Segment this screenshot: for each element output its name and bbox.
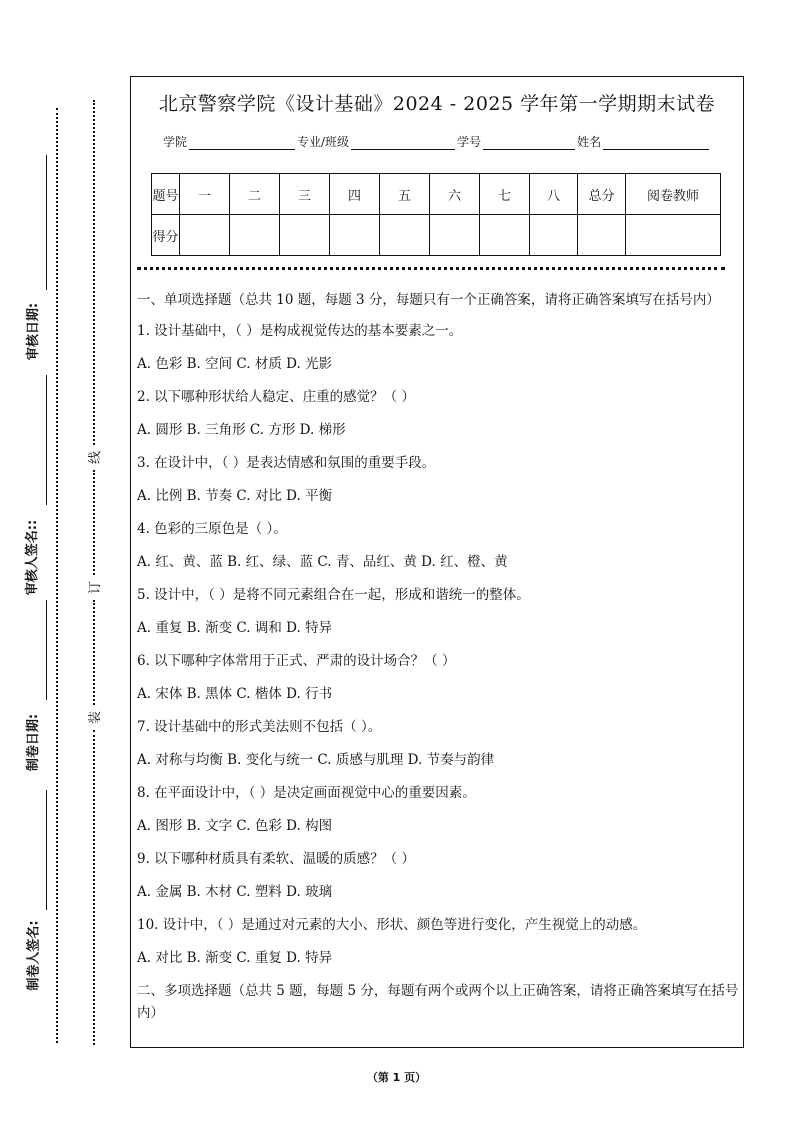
col-4: 四 <box>330 174 380 215</box>
question-4: 4. 色彩的三原色是（ ）。 <box>137 521 287 537</box>
question-9: 9. 以下哪种材质具有柔软、温暖的质感？（ ） <box>137 851 415 867</box>
exam-frame <box>130 76 744 1048</box>
question-5-options: A. 重复 B. 渐变 C. 调和 D. 特异 <box>137 620 333 636</box>
student-id-label: 学号 <box>457 135 482 149</box>
col-3: 三 <box>280 174 330 215</box>
question-6: 6. 以下哪种字体常用于正式、严肃的设计场合？（ ） <box>137 653 456 669</box>
score-table-score-row <box>152 215 721 256</box>
score-cell-6[interactable] <box>430 215 480 256</box>
score-table-header-row <box>152 174 721 215</box>
score-cell-2[interactable] <box>230 215 280 256</box>
binding-char-line: 线 <box>88 450 104 465</box>
col-reviewer: 阅卷教师 <box>626 174 721 215</box>
reviewer-signature-label: 审核人签名:: <box>25 519 41 596</box>
binding-dotted-line-left <box>56 108 58 1043</box>
col-total: 总分 <box>578 174 626 215</box>
binding-char-fold: 装 <box>88 710 104 725</box>
name-label: 姓名 <box>577 135 602 149</box>
col-1: 一 <box>180 174 230 215</box>
score-cell-reviewer[interactable] <box>626 215 721 256</box>
section2-heading: 二、多项选择题（总共 5 题，每题 5 分，每题有两个或两个以上正确答案，请将正确答案填写在括号内） <box>137 983 739 1021</box>
question-list <box>137 320 739 969</box>
score-cell-1[interactable] <box>180 215 230 256</box>
major-field[interactable] <box>351 137 455 150</box>
score-cell-8[interactable] <box>530 215 578 256</box>
question-7-options: A. 对称与均衡 B. 变化与统一 C. 质感与肌理 D. 节奏与韵律 <box>137 752 495 768</box>
score-table <box>151 173 721 256</box>
maker-signature-label: 制卷人签名: <box>26 920 42 991</box>
maker-date-label: 制卷日期: <box>26 713 42 772</box>
col-7: 七 <box>480 174 530 215</box>
reviewer-signature-line <box>46 375 47 505</box>
question-9-options: A. 金属 B. 木材 C. 塑料 D. 玻璃 <box>137 884 333 900</box>
exam-title: 北京警察学院《设计基础》2024 - 2025 学年第一学期期末试卷 <box>158 93 716 115</box>
college-label: 学院 <box>163 135 188 149</box>
question-8-options: A. 图形 B. 文字 C. 色彩 D. 构图 <box>137 818 333 834</box>
question-6-options: A. 宋体 B. 黑体 C. 楷体 D. 行书 <box>137 686 333 702</box>
section1-heading: 一、单项选择题（总共 10 题，每题 3 分，每题只有一个正确答案，请将正确答案填写在括号内） <box>137 292 720 308</box>
col-8: 八 <box>530 174 578 215</box>
question-1: 1. 设计基础中，（ ）是构成视觉传达的基本要素之一。 <box>137 323 463 339</box>
maker-date-line <box>46 600 47 700</box>
student-info-row <box>163 133 711 150</box>
question-2-options: A. 圆形 B. 三角形 C. 方形 D. 梯形 <box>137 422 346 438</box>
question-3: 3. 在设计中，（ ）是表达情感和氛围的重要手段。 <box>137 455 436 471</box>
binding-dotted-line-right-4 <box>93 730 95 1045</box>
score-cell-total[interactable] <box>578 215 626 256</box>
question-10: 10. 设计中，（ ）是通过对元素的大小、形状、颜色等进行变化，产生视觉上的动感。 <box>137 917 647 933</box>
col-5: 五 <box>380 174 430 215</box>
question-10-options: A. 对比 B. 渐变 C. 重复 D. 特异 <box>137 950 333 966</box>
page-number: （第 1 页） <box>366 1071 427 1084</box>
question-1-options: A. 色彩 B. 空间 C. 材质 D. 光影 <box>137 356 333 372</box>
college-field[interactable] <box>189 137 295 150</box>
major-label: 专业/班级 <box>297 135 350 149</box>
col-2: 二 <box>230 174 280 215</box>
row2-label: 得分 <box>152 215 180 256</box>
question-8: 8. 在平面设计中，（ ）是决定画面视觉中心的重要因素。 <box>137 785 476 801</box>
name-field[interactable] <box>603 137 709 150</box>
maker-signature-line <box>46 790 47 910</box>
reviewer-date-label: 审核日期: <box>26 302 42 361</box>
col-6: 六 <box>430 174 480 215</box>
header-separator <box>137 267 725 270</box>
binding-char-bind: 订 <box>88 580 104 595</box>
score-cell-4[interactable] <box>330 215 380 256</box>
score-cell-3[interactable] <box>280 215 330 256</box>
question-2: 2. 以下哪种形状给人稳定、庄重的感觉？（ ） <box>137 389 415 405</box>
row1-label: 题号 <box>152 174 180 215</box>
question-7: 7. 设计基础中的形式美法则不包括（ ）。 <box>137 719 382 735</box>
binding-dotted-line-right-2 <box>93 470 95 575</box>
reviewer-date-line <box>46 155 47 290</box>
binding-dotted-line-right-3 <box>93 600 95 705</box>
score-cell-7[interactable] <box>480 215 530 256</box>
question-3-options: A. 比例 B. 节奏 C. 对比 D. 平衡 <box>137 488 333 504</box>
exam-content <box>137 289 739 1033</box>
student-id-field[interactable] <box>483 137 575 150</box>
score-cell-5[interactable] <box>380 215 430 256</box>
question-5: 5. 设计中，（ ）是将不同元素组合在一起，形成和谐统一的整体。 <box>137 587 530 603</box>
question-4-options: A. 红、黄、蓝 B. 红、绿、蓝 C. 青、品红、黄 D. 红、橙、黄 <box>137 554 508 570</box>
binding-dotted-line-right <box>93 100 95 445</box>
